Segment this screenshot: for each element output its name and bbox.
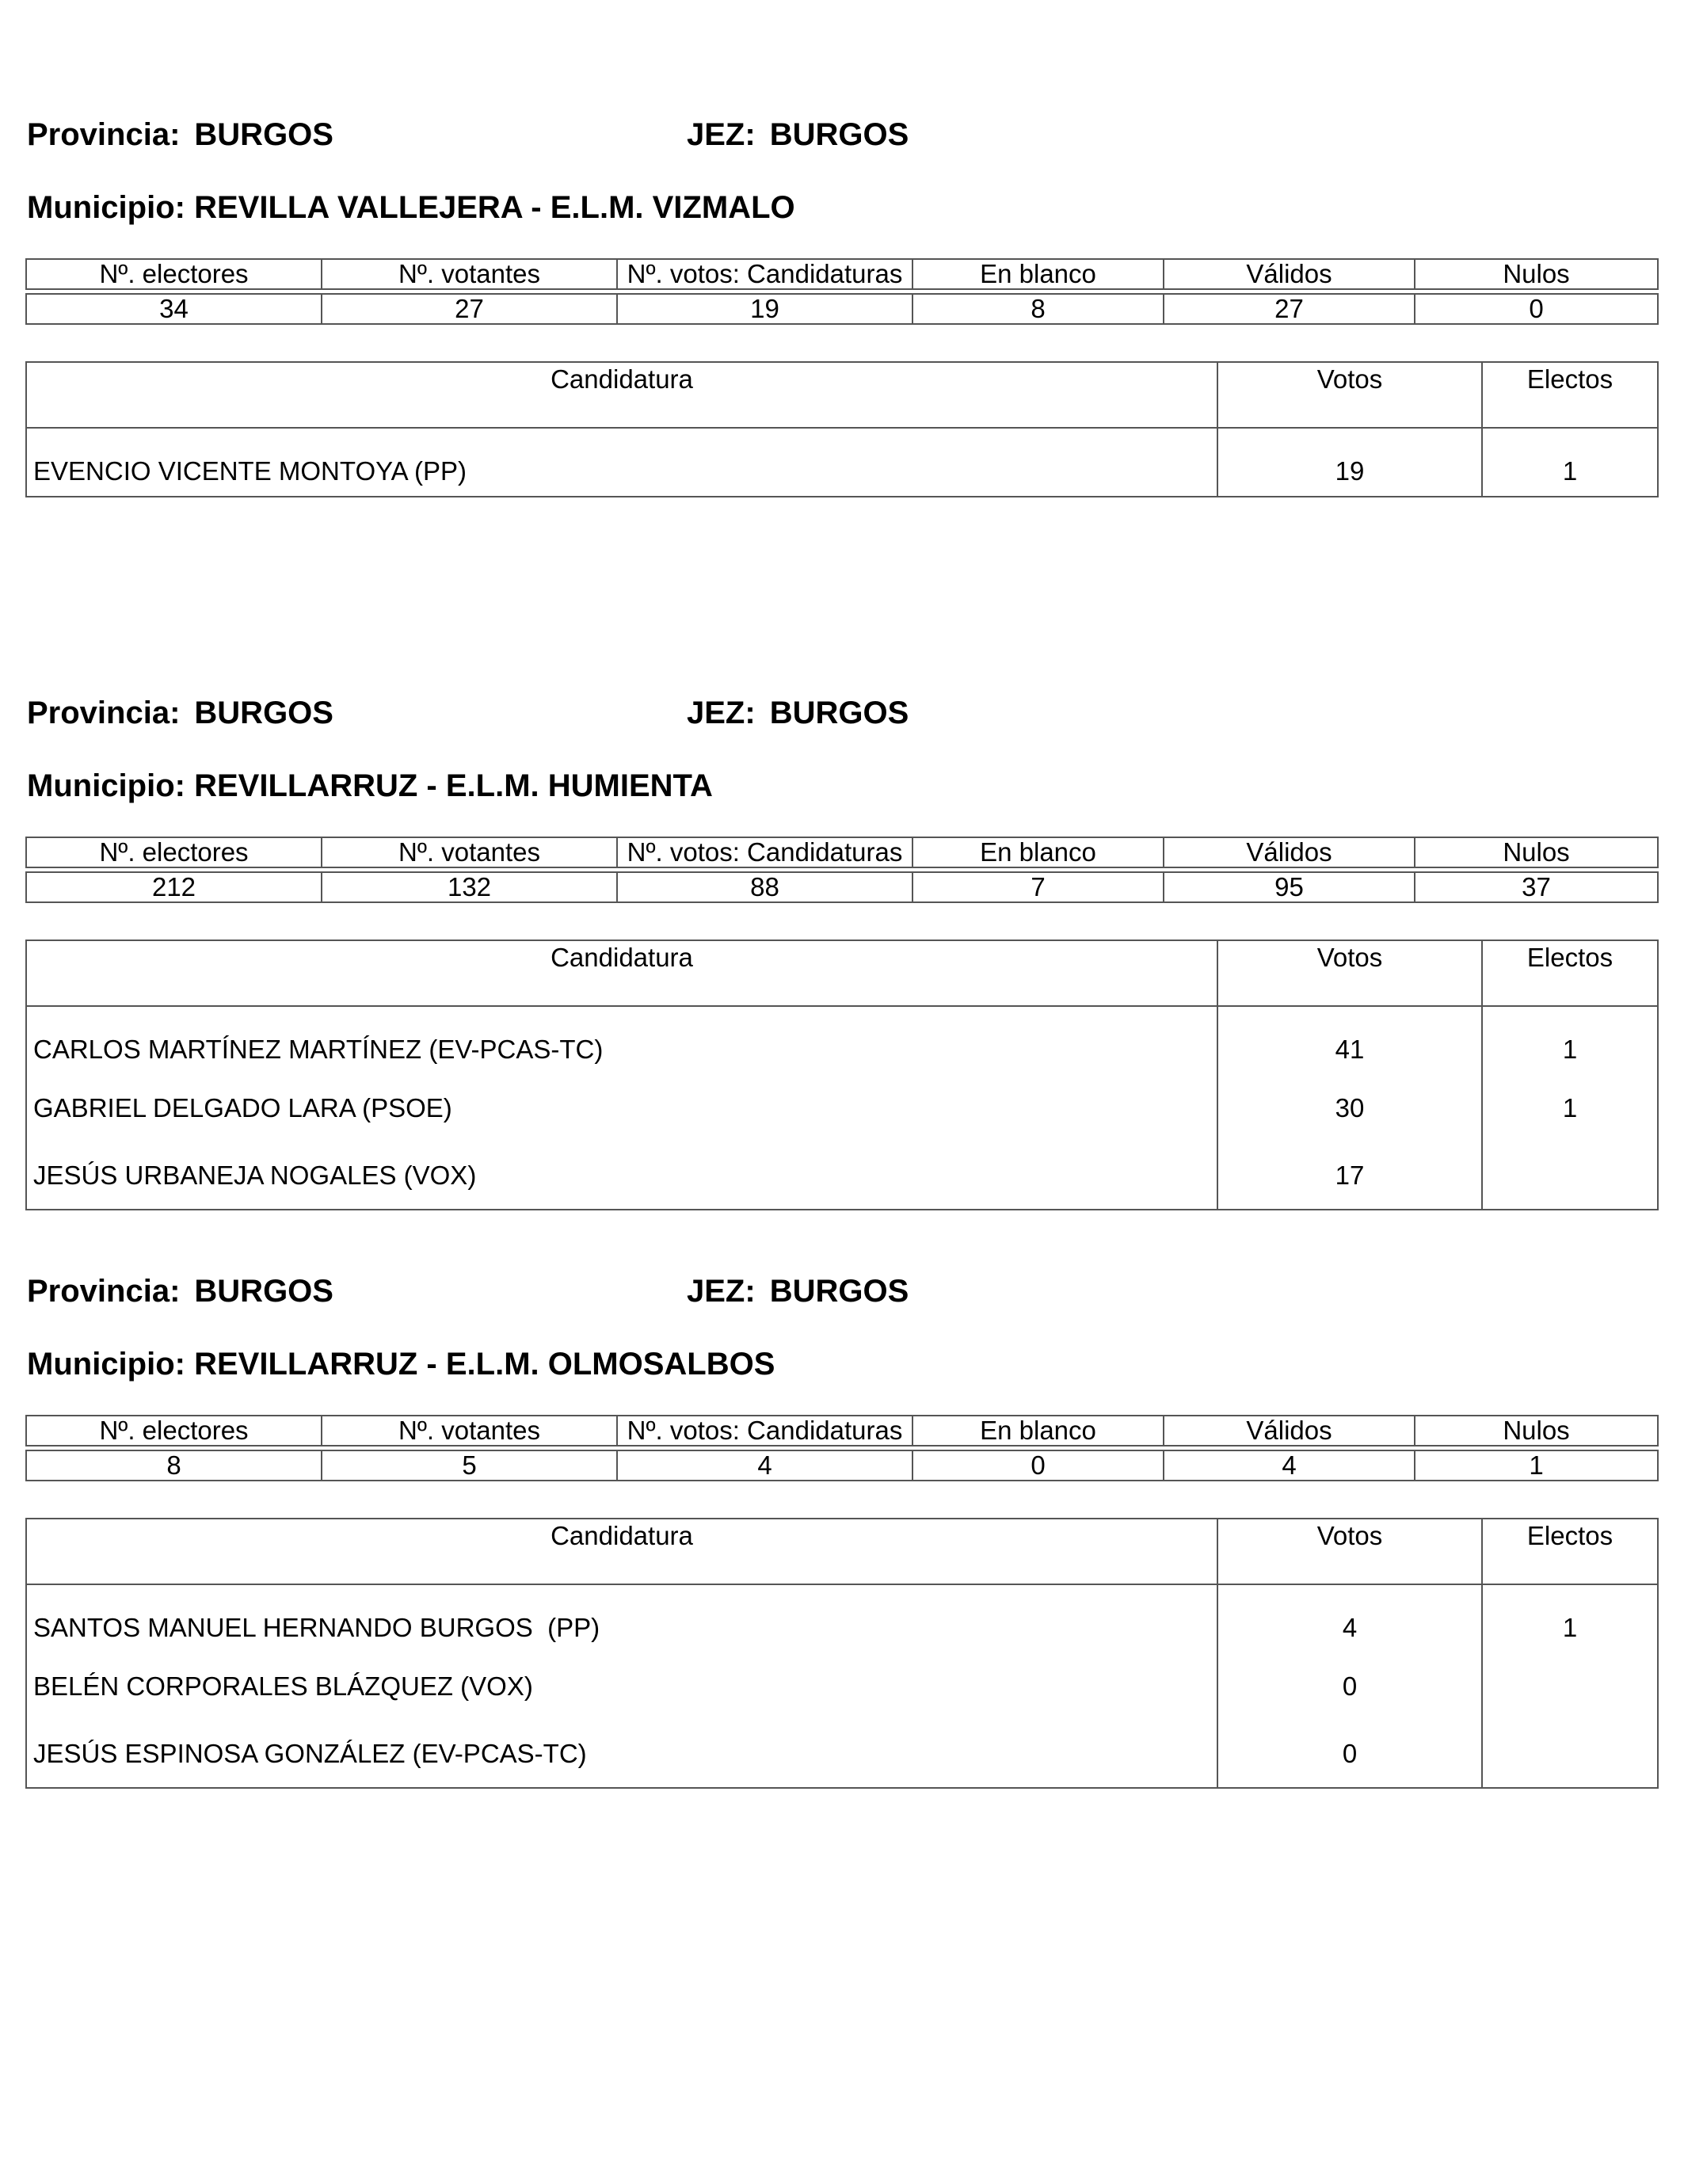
col-electos: Electos xyxy=(1482,362,1658,428)
val-electores: 212 xyxy=(26,872,322,902)
candidate-name: JESÚS ESPINOSA GONZÁLEZ (EV-PCAS-TC) xyxy=(26,1720,1217,1788)
col-electores: Nº. electores xyxy=(26,837,322,867)
provincia xyxy=(27,117,333,153)
provincia-value: BURGOS xyxy=(194,117,333,152)
val-votantes: 27 xyxy=(322,294,617,324)
municipio-value: REVILLA VALLEJERA - E.L.M. VIZMALO xyxy=(194,190,795,225)
municipio-value: REVILLARRUZ - E.L.M. HUMIENTA xyxy=(194,768,713,803)
municipio-label: Municipio: xyxy=(27,190,185,225)
val-nulos: 37 xyxy=(1415,872,1658,902)
provincia-value: BURGOS xyxy=(194,696,333,730)
candidate-votos: 30 xyxy=(1217,1074,1482,1142)
stats-value-row xyxy=(26,872,1658,902)
col-votantes: Nº. votantes xyxy=(322,259,617,289)
jez xyxy=(687,696,909,731)
provincia-label: Provincia: xyxy=(27,696,181,730)
candidate-votos: 17 xyxy=(1217,1142,1482,1210)
cand-header-row xyxy=(26,1519,1658,1584)
col-nulos: Nulos xyxy=(1415,1416,1658,1446)
candidate-votos: 41 xyxy=(1217,1006,1482,1074)
val-nulos: 1 xyxy=(1415,1450,1658,1481)
jez xyxy=(687,117,909,153)
jez-label: JEZ: xyxy=(687,117,756,152)
col-votos-cand: Nº. votos: Candidaturas xyxy=(617,837,912,867)
col-votantes: Nº. votantes xyxy=(322,1416,617,1446)
val-electores: 8 xyxy=(26,1450,322,1481)
candidate-name: EVENCIO VICENTE MONTOYA (PP) xyxy=(26,428,1217,497)
table-row xyxy=(26,1074,1658,1142)
stats-table xyxy=(25,258,1659,325)
candidates-table xyxy=(25,940,1659,1210)
col-electores: Nº. electores xyxy=(26,259,322,289)
col-nulos: Nulos xyxy=(1415,259,1658,289)
candidate-votos: 0 xyxy=(1217,1720,1482,1788)
municipio-label: Municipio: xyxy=(27,768,185,803)
candidate-electos xyxy=(1482,1142,1658,1210)
results-section-3 xyxy=(25,1267,1657,1768)
col-candidatura: Candidatura xyxy=(26,940,1217,1006)
municipio-value: REVILLARRUZ - E.L.M. OLMOSALBOS xyxy=(194,1347,775,1382)
jez-value: BURGOS xyxy=(769,117,909,152)
val-votos-cand: 19 xyxy=(617,294,912,324)
col-votantes: Nº. votantes xyxy=(322,837,617,867)
jez xyxy=(687,1274,909,1309)
candidate-electos: 1 xyxy=(1482,1074,1658,1142)
stats-table xyxy=(25,1415,1659,1481)
candidate-votos: 4 xyxy=(1217,1584,1482,1652)
col-votos: Votos xyxy=(1217,362,1482,428)
candidates-table xyxy=(25,1518,1659,1789)
val-blanco: 0 xyxy=(912,1450,1164,1481)
val-blanco: 7 xyxy=(912,872,1164,902)
col-candidatura: Candidatura xyxy=(26,1519,1217,1584)
provincia xyxy=(27,696,333,731)
col-electos: Electos xyxy=(1482,1519,1658,1584)
val-votos-cand: 88 xyxy=(617,872,912,902)
col-votos-cand: Nº. votos: Candidaturas xyxy=(617,1416,912,1446)
section-header xyxy=(25,111,1657,158)
candidate-electos: 1 xyxy=(1482,1006,1658,1074)
municipio xyxy=(27,768,713,804)
col-electores: Nº. electores xyxy=(26,1416,322,1446)
col-nulos: Nulos xyxy=(1415,837,1658,867)
section-header xyxy=(25,1267,1657,1315)
val-votantes: 5 xyxy=(322,1450,617,1481)
table-row xyxy=(26,1720,1658,1788)
col-candidatura: Candidatura xyxy=(26,362,1217,428)
jez-label: JEZ: xyxy=(687,1274,756,1309)
col-blanco: En blanco xyxy=(912,1416,1164,1446)
col-validos: Válidos xyxy=(1164,259,1415,289)
provincia-value: BURGOS xyxy=(194,1274,333,1309)
candidate-name: BELÉN CORPORALES BLÁZQUEZ (VOX) xyxy=(26,1652,1217,1720)
val-validos: 95 xyxy=(1164,872,1415,902)
stats-header-row xyxy=(26,837,1658,867)
candidate-votos: 0 xyxy=(1217,1652,1482,1720)
val-votos-cand: 4 xyxy=(617,1450,912,1481)
results-section-1 xyxy=(25,111,1657,486)
col-electos: Electos xyxy=(1482,940,1658,1006)
stats-value-row xyxy=(26,1450,1658,1481)
stats-header-row xyxy=(26,259,1658,289)
val-votantes: 132 xyxy=(322,872,617,902)
col-blanco: En blanco xyxy=(912,259,1164,289)
provincia-label: Provincia: xyxy=(27,117,181,152)
val-nulos: 0 xyxy=(1415,294,1658,324)
col-votos-cand: Nº. votos: Candidaturas xyxy=(617,259,912,289)
stats-value-row xyxy=(26,294,1658,324)
table-row xyxy=(26,1006,1658,1074)
cand-header-row xyxy=(26,940,1658,1006)
cand-header-row xyxy=(26,362,1658,428)
col-blanco: En blanco xyxy=(912,837,1164,867)
table-row xyxy=(26,1652,1658,1720)
jez-value: BURGOS xyxy=(769,1274,909,1309)
candidate-name: JESÚS URBANEJA NOGALES (VOX) xyxy=(26,1142,1217,1210)
col-validos: Válidos xyxy=(1164,1416,1415,1446)
val-electores: 34 xyxy=(26,294,322,324)
col-validos: Válidos xyxy=(1164,837,1415,867)
provincia-label: Provincia: xyxy=(27,1274,181,1309)
table-row xyxy=(26,1584,1658,1652)
jez-value: BURGOS xyxy=(769,696,909,730)
candidate-name: SANTOS MANUEL HERNANDO BURGOS (PP) xyxy=(26,1584,1217,1652)
col-votos: Votos xyxy=(1217,1519,1482,1584)
candidate-name: GABRIEL DELGADO LARA (PSOE) xyxy=(26,1074,1217,1142)
stats-header-row xyxy=(26,1416,1658,1446)
candidate-votos: 19 xyxy=(1217,428,1482,497)
candidate-name: CARLOS MARTÍNEZ MARTÍNEZ (EV-PCAS-TC) xyxy=(26,1006,1217,1074)
section-header xyxy=(25,689,1657,737)
municipio xyxy=(27,190,795,226)
results-section-2 xyxy=(25,689,1657,1190)
val-blanco: 8 xyxy=(912,294,1164,324)
table-row xyxy=(26,428,1658,497)
stats-table xyxy=(25,837,1659,903)
val-validos: 4 xyxy=(1164,1450,1415,1481)
candidate-electos xyxy=(1482,1720,1658,1788)
col-votos: Votos xyxy=(1217,940,1482,1006)
val-validos: 27 xyxy=(1164,294,1415,324)
provincia xyxy=(27,1274,333,1309)
table-row xyxy=(26,1142,1658,1210)
candidate-electos: 1 xyxy=(1482,1584,1658,1652)
candidate-electos xyxy=(1482,1652,1658,1720)
municipio xyxy=(27,1347,775,1382)
candidates-table xyxy=(25,361,1659,497)
municipio-label: Municipio: xyxy=(27,1347,185,1382)
candidate-electos: 1 xyxy=(1482,428,1658,497)
jez-label: JEZ: xyxy=(687,696,756,730)
